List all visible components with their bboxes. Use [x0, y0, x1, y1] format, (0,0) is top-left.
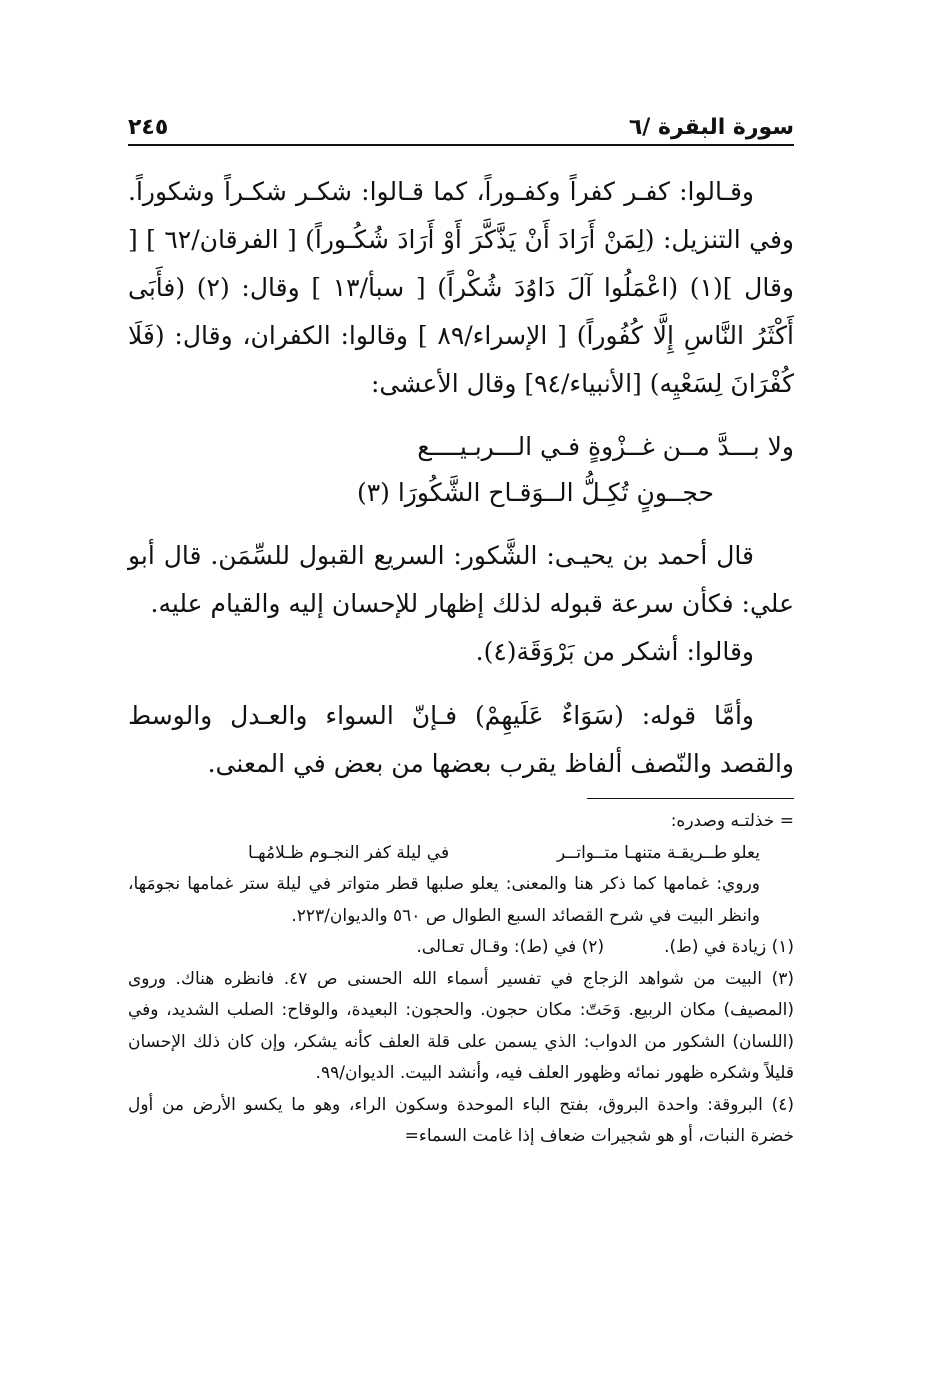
paragraph-kufr: وقـالوا: كفـر كفراً وكفـوراً، كما قـالوا: شكـر شكـراً وشكوراً. وفي التنزيل: (لِمَنْ أَرَادَ أَنْ يَذَّكَّرَ أَوْ أَرَادَ شُكُـوراً) [ الفرقان/٦٢ ] [ وقال ](١) (اعْمَلُوا آلَ دَاوُدَ شُكْراً) [ سبأ/١٣ ] وقال: (٢) (فأَبَى أَكْثَرُ النَّاسِ إِلَّا كُفُوراً) [ الإسراء/٨٩ ] وقالوا: الكفران، وقال: (فَلَا كُفْرَانَ لِسَعْيِه) [الأنبياء/٩٤] وقال الأعشى: [128, 177, 794, 398]
footnote-4: (٤) البروقة: واحدة البروق، بفتح الباء الموحدة وسكون الراء، وهو ما يكسو الأرض من أول خضرة النبات، أو هو شجيرات ضعاف إذا غامت السماء= [128, 1094, 794, 1146]
footnote-2: (٢) في (ط): وقـال تعـالى. [416, 937, 605, 957]
footnote-1: (١) زيادة في (ط). [664, 937, 794, 957]
page-number: ٢٤٥ [128, 115, 169, 140]
paragraph-sawa: وأمَّا قوله: (سَوَاءٌ عَلَيهِمْ) فـإنّ السواء والعـدل والوسط والقصد والنّصف ألفاظ يقرب بعضها من بعض في المعنى. [128, 701, 794, 778]
main-text [128, 168, 794, 788]
footnote-poem-first: يعلو طــريقـة متنهـا متــواتــر [557, 842, 760, 863]
verse-second-hemistich: حجــونٍ تُكِـلُّ الــوَقـاح الشَّكُورَا (٣) [356, 478, 714, 507]
footnote-continuation-intro: = خذلتـه وصدره: [670, 811, 794, 831]
footnote-3: (٣) البيت من شواهد الزجاج في تفسير أسماء الله الحسنى ص ٤٧. فانظره هناك. وروى (المصيف) مكان الربيع. وَحَتّ: مكان حجون. والحجون: البعيدة، والوقاح: الصلب الشديد، وفي (اللسان) الشكور من الدواب: الذي يسمن على قلة العلف كأنه يشكر، وإن كان ذلك الإحسان قليلاً وشكره ظهور نمائه وظهور العلف فيه، وأنشد البيت. الديوان/٩٩. [128, 968, 794, 1083]
paragraph-proverb: وقالوا: أشكر من بَرْوَقَة(٤). [475, 637, 754, 666]
paragraph-ahmad-ibn-yahya: قال أحمد بن يحيـى: الشَّكور: السريع القبول للسِّمَن. قال أبو علي: فكأن سرعة قبوله لذلك إظهار للإحسان إليه والقيام عليه. [128, 541, 794, 618]
footnote-poem-second: في ليلة كفر النجـوم ظـلامُهـا [248, 842, 450, 863]
poetry-verse [128, 424, 794, 516]
page-header [128, 110, 794, 146]
footnote-continuation-text: وروي: غمامها كما ذكر هنا والمعنى: يعلو صلبها قطر متواتر في ليلة ستر غمامها نجومَها، وانظر البيت في شرح القصائد السبع الطوال ص ٥٦٠ والديوان/٢٢٣. [128, 874, 760, 926]
footnotes-1-2 [128, 932, 794, 964]
running-title: سورة البقرة /٦ [628, 115, 794, 140]
footnote-separator [587, 798, 794, 799]
footnote-poem [128, 838, 794, 870]
footnotes [128, 806, 794, 1153]
verse-first-hemistich: ولا بـــدَّ مــن غــزْوةٍ فـي الـــربـيــــع [417, 432, 794, 461]
